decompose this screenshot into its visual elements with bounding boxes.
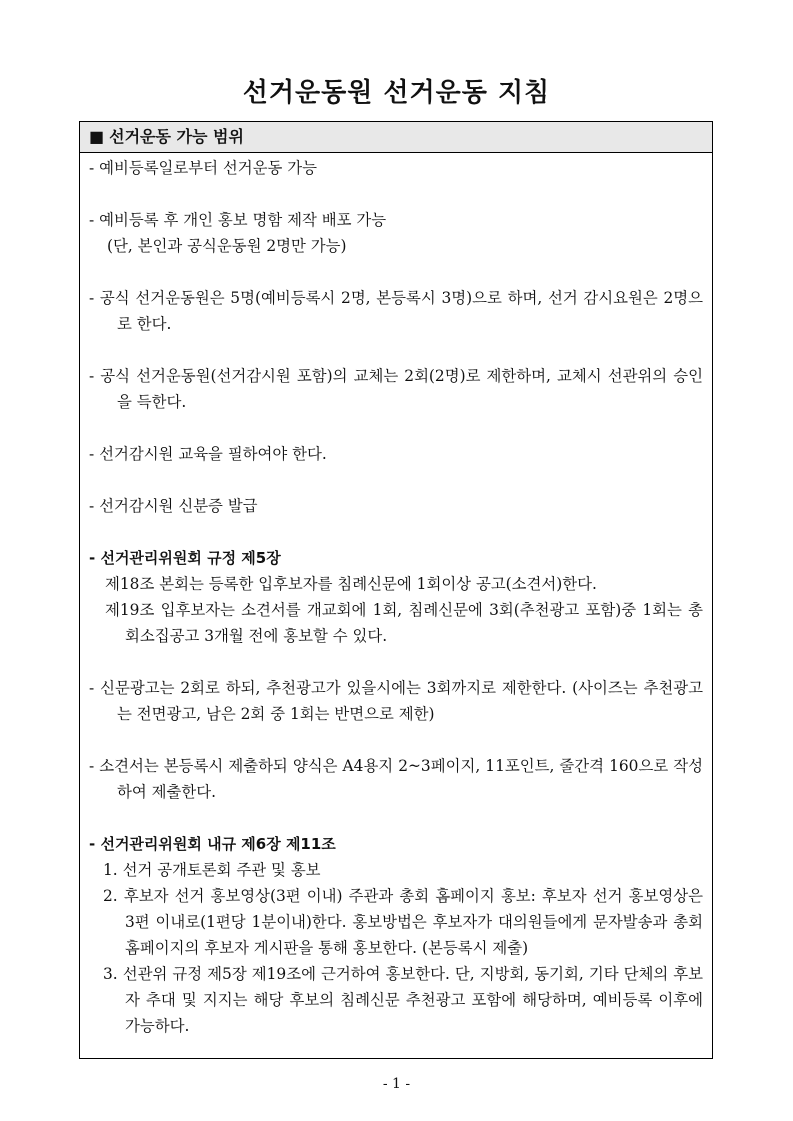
- numbered-item: 1. 선거 공개토론회 주관 및 홍보: [103, 861, 321, 879]
- list-item-note: (단, 본인과 공식운동원 2명만 가능): [107, 237, 347, 255]
- section-content: [80, 153, 712, 1039]
- subsection-heading: - 선거관리위원회 내규 제6장 제11조: [89, 835, 336, 853]
- list-item: - 신문광고는 2회로 하되, 추천광고가 있을시에는 3회까지로 제한한다. (사이즈는 추천광고는 전면광고, 남은 2회 중 1회는 반면으로 제한): [89, 679, 703, 723]
- list-item: - 공식 선거운동원은 5명(예비등록시 2명, 본등록시 3명)으로 하며, 선거 감시요원은 2명으로 한다.: [89, 289, 703, 333]
- subsection-heading: - 선거관리위원회 규정 제5장: [89, 549, 281, 567]
- guideline-box: [79, 121, 713, 1059]
- numbered-item: 3. 선관위 규정 제5장 제19조에 근거하여 홍보한다. 단, 지방회, 동기회, 기타 단체의 후보자 추대 및 지지는 해당 후보의 침례신문 추천광고 포함에 해당하며, 예비등록 이후에 가능하다.: [103, 965, 703, 1035]
- page-number: - 1 -: [382, 1076, 411, 1092]
- article-item: 제19조 입후보자는 소견서를 개교회에 1회, 침례신문에 3회(추천광고 포함)중 1회는 총회소집공고 3개월 전에 홍보할 수 있다.: [105, 601, 703, 645]
- page-title: 선거운동원 선거운동 지침: [242, 78, 551, 108]
- square-bullet-icon: ■: [89, 127, 105, 146]
- list-item: - 예비등록 후 개인 홍보 명함 제작 배포 가능: [89, 211, 387, 229]
- article-item: 제18조 본회는 등록한 입후보자를 침례신문에 1회이상 공고(소견서)한다.: [105, 575, 597, 593]
- numbered-item: 2. 후보자 선거 홍보영상(3편 이내) 주관과 총회 홈페이지 홍보: 후보자 선거 홍보영상은 3편 이내로(1편당 1분이내)한다. 홍보방법은 후보자가 대의원들에게 문자발송과 총회 홈페이지의 후보자 게시판을 통해 홍보한다. (본등록시 제출): [103, 887, 703, 957]
- section-header: [80, 122, 712, 153]
- list-item: - 공식 선거운동원(선거감시원 포함)의 교체는 2회(2명)로 제한하며, 교체시 선관위의 승인을 득한다.: [89, 367, 703, 411]
- list-item: - 선거감시원 교육을 필하여야 한다.: [89, 445, 327, 463]
- list-item: - 선거감시원 신분증 발급: [89, 497, 258, 515]
- list-item: - 소견서는 본등록시 제출하되 양식은 A4용지 2~3페이지, 11포인트, 줄간격 160으로 작성하여 제출한다.: [89, 757, 703, 801]
- section-heading: 선거운동 가능 범위: [109, 127, 244, 146]
- list-item: - 예비등록일로부터 선거운동 가능: [89, 159, 318, 177]
